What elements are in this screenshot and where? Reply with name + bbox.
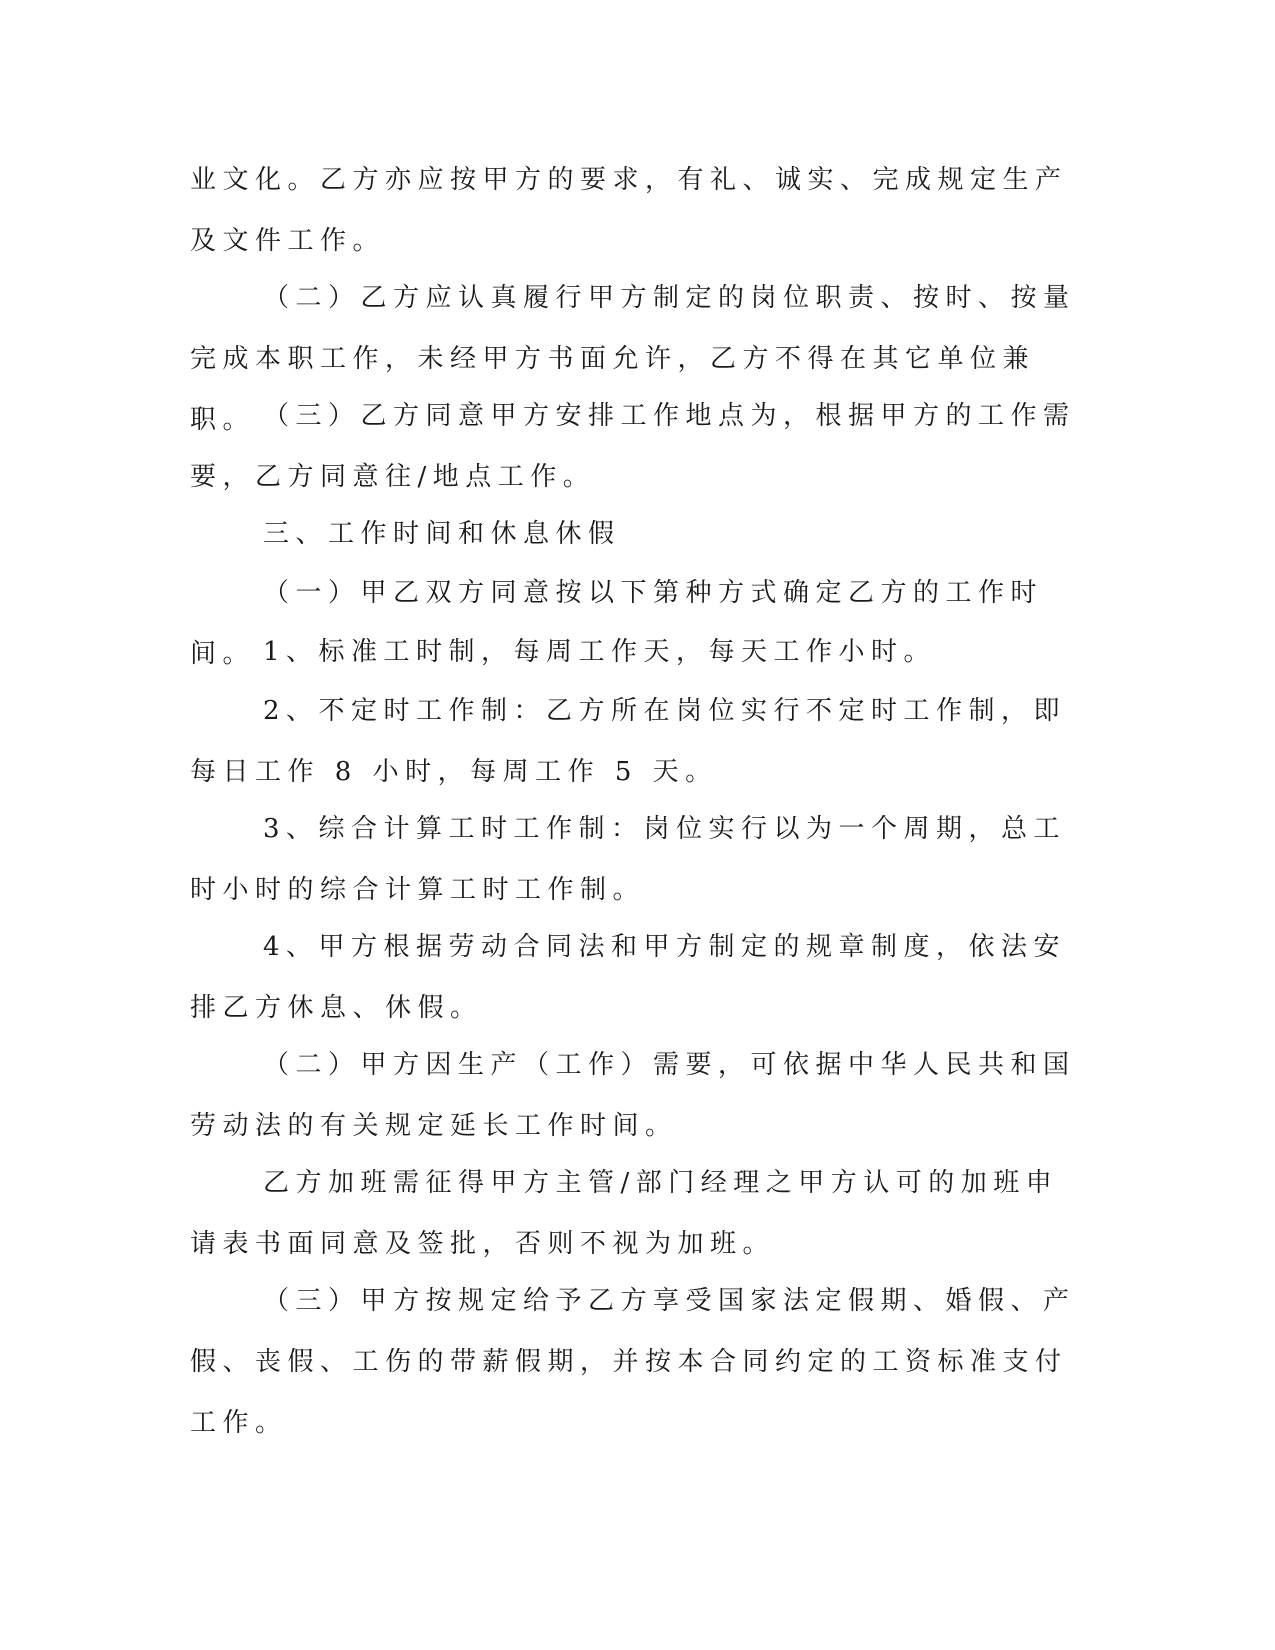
paragraph-work-time-method: （一）甲乙双方同意按以下第种方式确定乙方的工作时间。 — [190, 578, 1044, 669]
paragraph-work-location: （三）乙方同意甲方安排工作地点为，根据甲方的工作需要，乙方同意往/地点工作。 — [190, 401, 1076, 492]
paragraph-job-duties: （二）乙方应认真履行甲方制定的岗位职责、按时、按量完成本职工作，未经甲方书面允许，乙方不得在其它单位兼职。 — [190, 283, 1076, 435]
paragraph-paid-leave: （三）甲方按规定给予乙方享受国家法定假期、婚假、产假、丧假、工伤的带薪假期，并按本合同约定的工资标准支付工作。 — [190, 1286, 1076, 1438]
paragraph-overtime-approval: 乙方加班需征得甲方主管/部门经理之甲方认可的加班申请表书面同意及签批，否则不视为加班。 — [190, 1168, 1059, 1259]
paragraph-corporate-culture: 业文化。乙方亦应按甲方的要求，有礼、诚实、完成规定生产及文件工作。 — [190, 165, 1068, 256]
paragraph-overtime-extension: （二）甲方因生产（工作）需要，可依据中华人民共和国劳动法的有关规定延长工作时间。 — [190, 1050, 1076, 1141]
paragraph-comprehensive-hours: 3、综合计算工时工作制：岗位实行以为一个周期，总工时小时的综合计算工时工作制。 — [190, 814, 1067, 905]
paragraph-rest-arrangement: 4、甲方根据劳动合同法和甲方制定的规章制度，依法安排乙方休息、休假。 — [190, 932, 1067, 1023]
section-heading-work-hours: 三、工作时间和休息休假 — [263, 519, 621, 549]
paragraph-standard-hours: 1、标准工时制，每周工作天，每天工作小时。 — [263, 637, 937, 667]
paragraph-flexible-hours: 2、不定时工作制：乙方所在岗位实行不定时工作制，即每日工作 8 小时，每周工作 5 天。 — [190, 696, 1067, 787]
